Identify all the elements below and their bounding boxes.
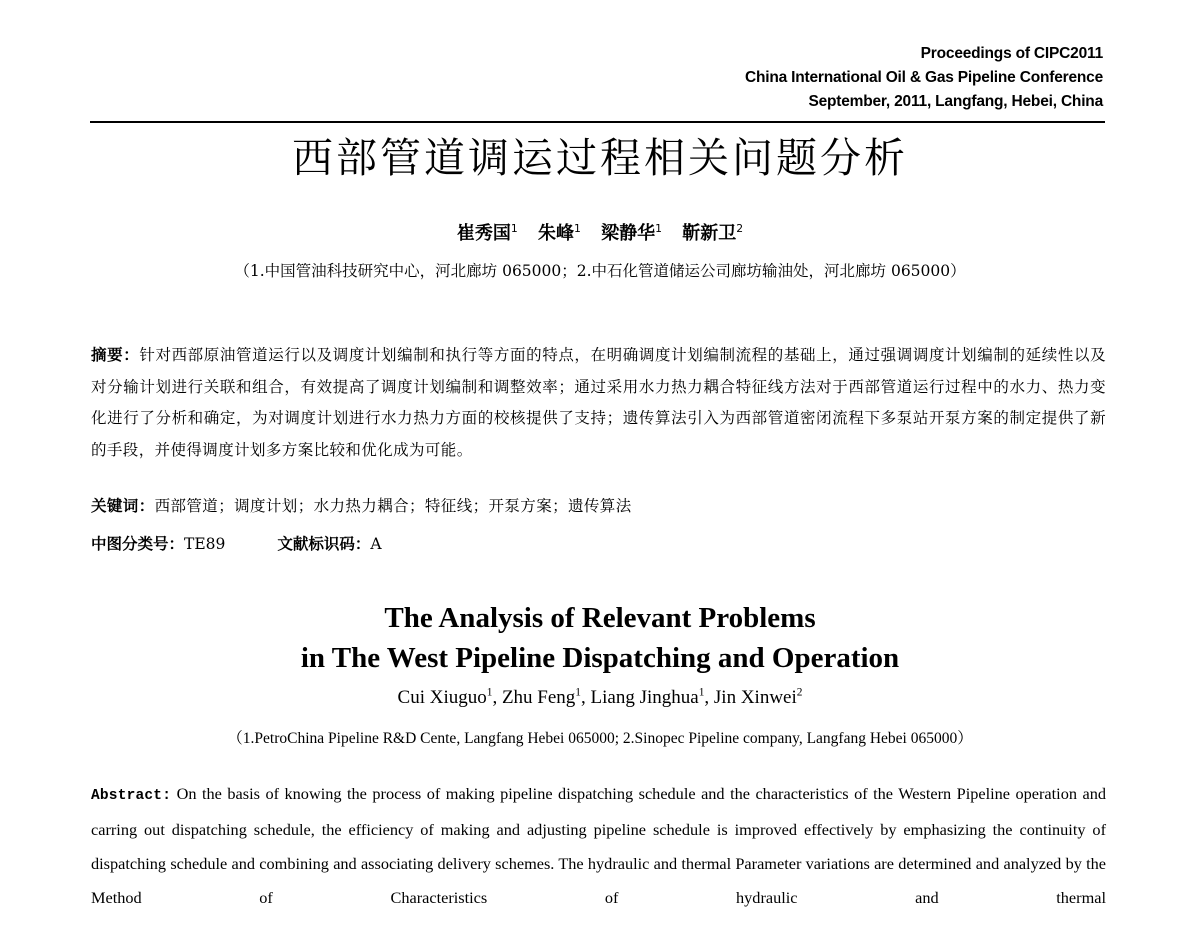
english-title xyxy=(0,598,1200,678)
chinese-authors xyxy=(0,220,1200,248)
english-abstract xyxy=(91,777,1106,915)
document-code-value: A xyxy=(370,535,382,553)
classification-label: 中图分类号： xyxy=(91,535,185,553)
english-authors: Cui Xiuguo$^1$, Zhu Feng$^1$, Liang Jinghua$^1$, Jin Xinwei$^2$ xyxy=(397,686,803,708)
document-code-label: 文献标识码： xyxy=(277,535,371,553)
chinese-author: 崔秀国$^1$ xyxy=(456,222,518,244)
chinese-keywords xyxy=(91,492,1106,520)
chinese-abstract-text: 针对西部原油管道运行以及调度计划编制和执行等方面的特点，在明确调度计划编制流程的基础上，通过强调调度计划编制的延续性以及对分输计划进行关联和组合，有效提高了调度计划编制和调整效率；通过采用水力热力耦合特征线方法对于西部管道运行过程中的水力、热力变化进行了分析和确定，为对调度计划进行水力热力方面的校核提供了支持；遗传算法引入为西部管道密闭流程下多泵站开泵方案的制定提供了新的手段，并使得调度计划多方案比较和优化成为可能。 xyxy=(91,346,1106,459)
english-author: Jin Xinwei$^2$ xyxy=(713,686,803,708)
chinese-author: 朱峰$^1$ xyxy=(537,222,581,244)
conference-date-location: September, 2011, Langfang, Hebei, China xyxy=(808,93,1103,110)
header-rule xyxy=(90,121,1105,123)
english-title-line: in The West Pipeline Dispatching and Operation xyxy=(300,642,900,674)
chinese-author: 梁静华$^1$ xyxy=(601,222,663,244)
english-author: Cui Xiuguo$^1$ xyxy=(397,686,493,708)
english-affiliation: （1.PetroChina Pipeline R&D Cente, Langfang Hebei 065000; 2.Sinopec Pipeline company, Langfang Hebei 065000） xyxy=(227,730,973,747)
english-author: Liang Jinghua$^1$ xyxy=(590,686,705,708)
conference-name: China International Oil & Gas Pipeline Conference xyxy=(745,69,1103,86)
classification-value: TE89 xyxy=(184,535,226,553)
english-title-line: The Analysis of Relevant Problems xyxy=(384,602,816,634)
english-author: Zhu Feng$^1$ xyxy=(501,686,581,708)
chinese-title: 西部管道调运过程相关问题分析 xyxy=(292,134,908,182)
chinese-keywords-label: 关键词： xyxy=(91,497,155,515)
chinese-abstract-label: 摘要： xyxy=(91,346,140,364)
chinese-author: 靳新卫$^2$ xyxy=(682,222,744,244)
chinese-keywords-text: 西部管道；调度计划；水力热力耦合；特征线；开泵方案；遗传算法 xyxy=(154,497,632,515)
chinese-affiliation: （1.中国管油科技研究中心，河北廊坊 065000；2.中石化管道储运公司廊坊输油处，河北廊坊 065000） xyxy=(234,262,966,280)
conference-header xyxy=(583,42,1103,114)
english-abstract-text: On the basis of knowing the process of making pipeline dispatching schedule and the characteristics of the Western Pipeline operation and carring out dispatching schedule, the efficiency of making and adjusting pipeline schedule is improved effectively by emphasizing the continuity of dispatching schedule and combining and associating delivery schemes. The hydraulic and thermal Parameter variations are determined and analyzed by the Method of Characteristics of hydraulic and thermal xyxy=(91,784,1106,907)
english-abstract-label: Abstract: xyxy=(91,788,172,804)
chinese-abstract xyxy=(91,340,1106,466)
classification-line xyxy=(91,530,1106,558)
conference-proceedings: Proceedings of CIPC2011 xyxy=(920,45,1103,62)
